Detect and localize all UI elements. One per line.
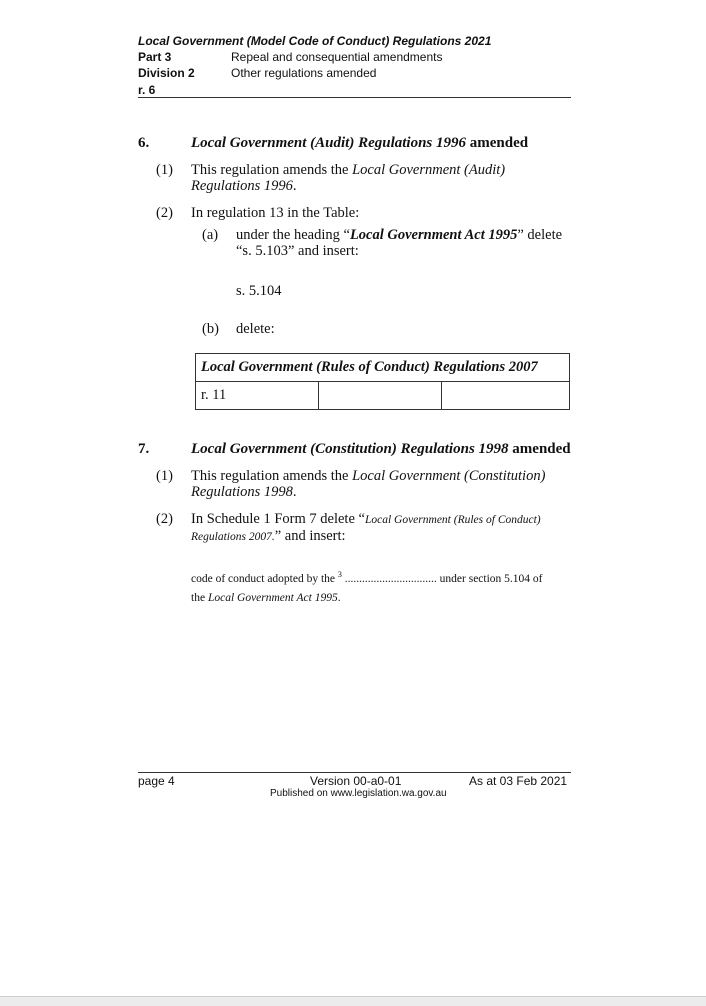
footer-date: As at 03 Feb 2021	[469, 774, 568, 788]
s6-item-a-line2: “s. 5.103” and insert:	[236, 243, 359, 259]
s7-sub2-act: Local Government (Rules of Conduct)	[364, 514, 541, 526]
s7-sub1-period: .	[292, 484, 297, 500]
s7-sub1-line1	[191, 468, 545, 485]
s6-item-a-number: (a)	[202, 227, 219, 243]
header-rule	[138, 97, 571, 98]
table-cell	[442, 382, 570, 410]
header-division-label: Division 2	[138, 66, 195, 80]
footer-version: Version 00-a0-01	[310, 774, 402, 788]
s6-sub1-act: Local Government (Audit)	[352, 162, 506, 178]
section-6-number: 6.	[138, 135, 150, 151]
s6-sub1-line1	[191, 162, 505, 179]
s7-sub2-line1	[191, 511, 541, 529]
section-6-heading	[191, 135, 528, 152]
s6-sub2-text: In regulation 13 in the Table:	[191, 205, 360, 221]
s6-insert-text: s. 5.104	[236, 283, 282, 299]
section-7-title: Local Government (Constitution) Regulations 1998	[191, 441, 509, 457]
s6-sub1-text: This regulation amends the	[191, 162, 353, 178]
s7-sub1-number: (1)	[156, 468, 173, 484]
section-7-number: 7.	[138, 441, 150, 457]
s7-sub2-line2	[191, 528, 346, 546]
running-header-title: Local Government (Model Code of Conduct) Regulations 2021	[138, 34, 492, 48]
header-regulation-label: r. 6	[138, 83, 156, 97]
s7-insert-the: the	[191, 592, 208, 604]
s7-insert-period: .	[337, 592, 341, 604]
table-heading: Local Government (Rules of Conduct) Regulations 2007	[196, 354, 570, 382]
footer-rule	[138, 772, 571, 773]
header-part-label: Part 3	[138, 50, 172, 64]
s6-sub1-period: .	[292, 178, 297, 194]
section-6-title-suffix: amended	[466, 135, 529, 151]
section-7-heading	[191, 441, 571, 458]
footnote-marker: 3	[337, 570, 342, 579]
footer-page: page 4	[138, 774, 175, 788]
s7-sub1-line2	[191, 484, 297, 501]
s6-item-a-text: under the heading “	[236, 227, 350, 243]
deleted-table	[195, 353, 570, 410]
section-6-title: Local Government (Audit) Regulations 1996	[191, 135, 467, 151]
s6-item-b-text: delete:	[236, 321, 275, 337]
table-header-row	[196, 354, 570, 382]
s7-sub1-text: This regulation amends the	[191, 468, 353, 484]
s6-item-b-number: (b)	[202, 321, 219, 337]
table-cell: r. 11	[196, 382, 319, 410]
s7-insert-line1	[191, 570, 543, 585]
s7-insert-line2	[191, 592, 341, 604]
s6-item-a-line1	[236, 227, 562, 244]
s7-insert-act: Local Government Act 1995	[207, 592, 338, 604]
s7-sub2-suffix: ” and insert:	[274, 528, 346, 544]
s7-insert-text: code of conduct adopted by the	[191, 572, 338, 585]
s7-insert-blank: ................................ under section 5.104 of	[341, 572, 543, 585]
header-part-value: Repeal and consequential amendments	[231, 50, 443, 64]
header-division-value: Other regulations amended	[231, 66, 377, 80]
s6-sub1-line2	[191, 178, 297, 195]
s7-sub1-act-cont: Regulations 1998	[191, 484, 293, 500]
section-7-title-suffix: amended	[508, 441, 571, 457]
s6-sub1-act-cont: Regulations 1996	[191, 178, 293, 194]
s7-sub2-text: In Schedule 1 Form 7 delete “	[191, 511, 365, 527]
s7-sub1-act: Local Government (Constitution)	[352, 468, 546, 484]
footer-published: Published on www.legislation.wa.gov.au	[270, 788, 447, 799]
s6-item-a-act: Local Government Act 1995	[349, 227, 518, 243]
table-cell	[319, 382, 442, 410]
s7-sub2-act-cont: Regulations 2007.	[191, 531, 275, 543]
s6-sub1-number: (1)	[156, 162, 173, 178]
s6-sub2-number: (2)	[156, 205, 173, 221]
s6-item-a-suffix: ” delete	[517, 227, 563, 243]
table-row	[196, 382, 570, 410]
s7-sub2-number: (2)	[156, 511, 173, 527]
